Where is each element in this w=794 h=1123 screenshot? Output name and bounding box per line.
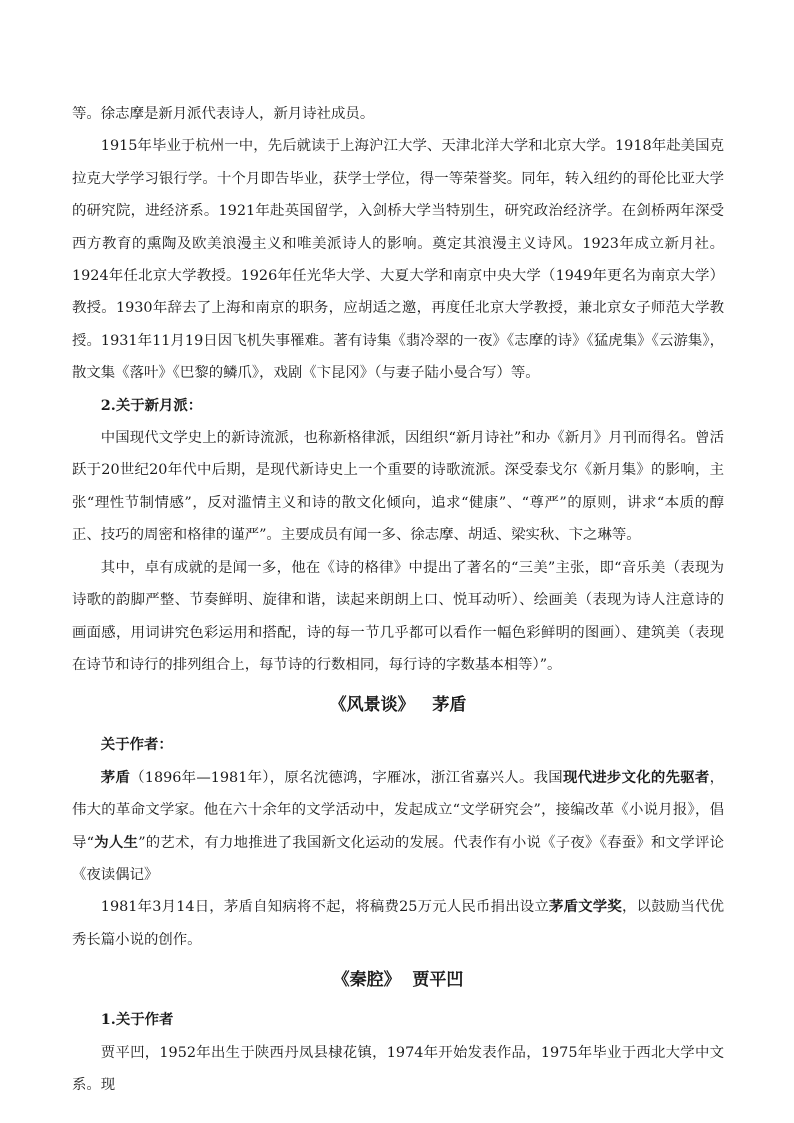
paragraph-jia-pingwa-bio: 贾平凹，1952年出生于陕西丹凤县棣花镇，1974年开始发表作品，1975年毕业于西北大学中文系。现 <box>72 1044 724 1093</box>
paragraph-continuation: 等。徐志摩是新月派代表诗人，新月诗社成员。 <box>72 106 375 122</box>
paragraph-maodun-bio: 茅盾（1896年—1981年），原名沈德鸿，字雁冰，浙江省嘉兴人。我国现代进步文化的先驱者，伟大的革命文学家。他在六十余年的文学活动中，发起成立“文学研究会”，接编改革《小说月报》，倡导“为人生”的艺术，有力地推进了我国新文化运动的发展。代表作有小说《子夜》《春蚕》和文学评论《夜读偶记》 <box>72 768 724 883</box>
document-body <box>72 98 724 1101</box>
title-author: 茅盾 <box>432 695 467 716</box>
author-name-bold: 茅盾 <box>100 768 131 786</box>
title-author: 贾平凹 <box>412 970 464 991</box>
heading-about-author-maodun: 关于作者： <box>100 736 173 754</box>
title-work: 《秦腔》 <box>332 970 401 991</box>
section-title-fengjingtan <box>72 689 724 721</box>
paragraph-crescent-school: 中国现代文学史上的新诗流派，也称新格律派，因组织“新月诗社”和办《新月》月刊而得名。曾活跃于20世纪20年代中后期，是现代新诗史上一个重要的诗歌流派。深受泰戈尔《新月集》的影响，主张“理性节制情感”，反对滥情主义和诗的散文化倾向，追求“健康”、“尊严”的原则，讲求“本质的醇正、技巧的周密和格律的谨严”。主要成员有闻一多、徐志摩、胡适、梁实秋、卞之琳等。 <box>72 430 724 544</box>
paragraph-xu-zhimo-bio: 1915年毕业于杭州一中，先后就读于上海沪江大学、天津北洋大学和北京大学。1918年赴美国克拉克大学学习银行学。十个月即告毕业，获学士学位，得一等荣誉奖。同年，转入纽约的哥伦比亚大学的研究院，进经济系。1921年赴英国留学，入剑桥大学当特别生，研究政治经济学。在剑桥两年深受西方教育的熏陶及欧美浪漫主义和唯美派诗人的影响。奠定其浪漫主义诗风。1923年成立新月社。1924年任北京大学教授。1926年任光华大学、大夏大学和南京中央大学（1949年更名为南京大学）教授。1930年辞去了上海和南京的职务，应胡适之邀，再度任北京大学教授，兼北京女子师范大学教授。1931年11月19日因飞机失事罹难。著有诗集《翡冷翠的一夜》《志摩的诗》《猛虎集》《云游集》，散文集《落叶》《巴黎的鳞爪》，戏剧《卞昆冈》（与妻子陆小曼合写）等。 <box>72 138 724 382</box>
paragraph-maodun-prize: 1981年3月14日，茅盾自知病将不起，将稿费25万元人民币捐出设立茅盾文学奖，以鼓励当代优秀长篇小说的创作。 <box>72 898 724 948</box>
paragraph-three-beauties: 其中，卓有成就的是闻一多，他在《诗的格律》中提出了著名的“三美”主张，即“音乐美（表现为诗歌的韵脚严整、节奏鲜明、旋律和谐，读起来朗朗上口、悦耳动听）、绘画美（表现为诗人注意诗的画面感，用词讲究色彩运用和搭配，诗的每一节几乎都可以看作一幅色彩鲜明的图画）、建筑美（表现在诗节和诗行的排列组合上，每节诗的行数相同，每行诗的字数基本相等）”。 <box>72 559 724 673</box>
heading-about-crescent-school: 2.关于新月派： <box>100 396 203 414</box>
heading-about-author-jia: 1.关于作者 <box>100 1011 174 1029</box>
section-title-qinqiang <box>72 964 724 996</box>
title-work: 《风景谈》 <box>329 695 415 716</box>
